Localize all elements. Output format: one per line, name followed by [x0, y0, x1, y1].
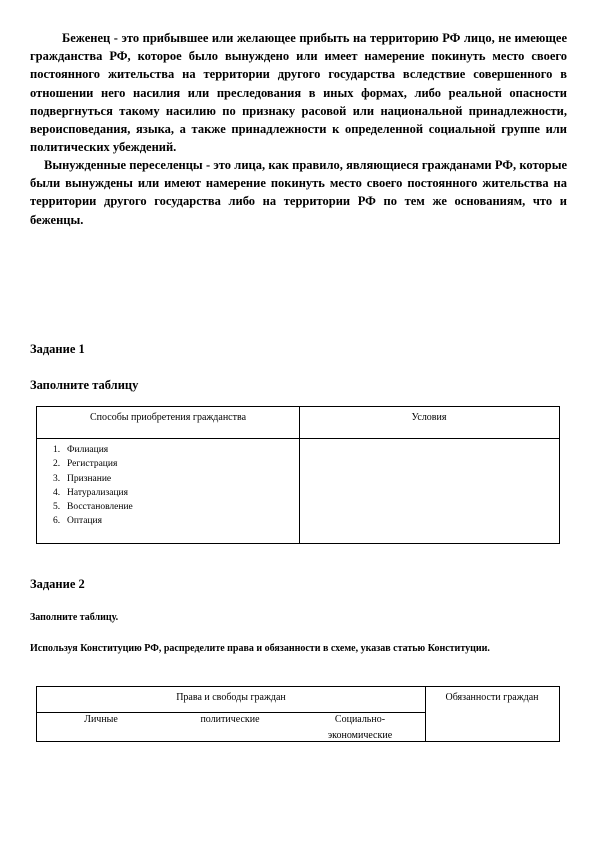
list-item: 3. Признание — [53, 473, 112, 484]
rights-header: Права и свободы граждан — [176, 692, 286, 703]
citizenship-table — [36, 406, 560, 544]
list-item: 4. Натурализация — [53, 487, 128, 498]
table-row-divider — [37, 438, 559, 439]
methods-list — [53, 443, 133, 529]
table-column-divider — [299, 407, 300, 543]
task2-description: Используя Конституцию РФ, распределите права и обязанности в схеме, указав статью Конституции. — [30, 643, 490, 654]
list-item: 6. Оптация — [53, 516, 102, 527]
refugee-definition-paragraph: Беженец - это прибывшее или желающее прибыть на территорию РФ лицо, не имеющее гражданства РФ, которое было вынуждено или имеет намерение покинуть место своего постоянного жительства на территории другого государства вследствие совершенного в отношении него насилия или преследования в иных формах, либо реальной опасности подвергнуться такому насилию по признаку расовой или национальной принадлежности, вероисповедания, языка, а также принадлежности к определенной социальной группе или политических убеждений. — [30, 31, 567, 155]
duties-header: Обязанности граждан — [445, 692, 539, 703]
list-item: 1. Филиация — [53, 445, 109, 455]
social-economic-rights-header: Социально-экономические — [327, 714, 393, 741]
task2-title: Задание 2 — [30, 577, 85, 591]
list-item: 2. Регистрация — [53, 459, 118, 470]
personal-rights-header: Личные — [84, 714, 118, 725]
table-header-methods: Способы приобретения гражданства — [89, 412, 247, 423]
task1-title: Задание 1 — [30, 342, 85, 356]
table-header-conditions: Условия — [411, 412, 447, 423]
list-item: 5. Восстановление — [53, 502, 133, 513]
rights-duties-table — [36, 686, 560, 742]
task2-instruction: Заполните таблицу. — [30, 612, 119, 623]
displaced-persons-paragraph: Вынужденные переселенцы - это лица, как правило, являющиеся гражданами РФ, которые были вынуждены или имеют намерение покинуть место своего постоянного жительства на территории другого государства либо на территории РФ по тем же основаниям, что и беженцы. — [30, 158, 567, 227]
political-rights-header: политические — [200, 714, 260, 725]
task1-instruction: Заполните таблицу — [30, 378, 139, 392]
